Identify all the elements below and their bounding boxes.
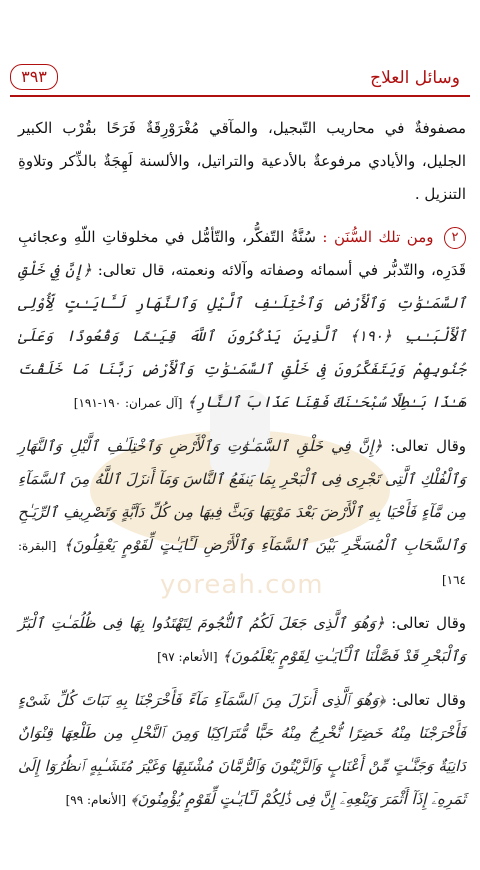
- paragraph-1-text: مصفوفةٌ في محاريب التّبجيل، والمآقي مُغْرَوْرِقَةٌ فَرَحًا بقُرْب الكبير الجليل، والأيادي مرفوعةٌ بالأدعية والتراتيل، والألسنة لَهِجَةٌ بالذِّكر وتلاوةِ التنزيل .: [18, 119, 466, 203]
- verse-reference-1: [آل عمران: ١٩٠-١٩١]: [73, 396, 183, 410]
- paragraph-2-text: سُنَّةُ التّفكُّر، والتّأمُّل في مخلوقاتِ اللّهِ وعجائبِ قَدَرِه، والتّدبُّر في أسمائه وصفاته وآلائه ونعمته، قال تعالى:: [18, 228, 467, 279]
- watermark-text: yoreah.com: [160, 570, 324, 600]
- section-number: ٢: [444, 227, 466, 249]
- page-body: [18, 112, 466, 827]
- quran-verse-3: ﴿وَهُوَ ٱلَّذِى جَعَلَ لَكُمُ ٱلنُّجُومَ لِتَهْتَدُوا بِهَا فِى ظُلُمَـٰتِ ٱلْبَرِّ وَٱلْبَحْرِ قَدْ فَصَّلْنَا ٱلْـَٔايَـٰتِ لِقَوْمٍ يَعْلَمُونَ﴾: [18, 614, 466, 665]
- running-title: وسائل العلاج: [370, 68, 460, 88]
- paragraph-2: [18, 221, 466, 420]
- paragraph-5-lead: وقال تعالى:: [385, 691, 466, 709]
- paragraph-4-lead: وقال تعالى:: [384, 614, 466, 632]
- verse-reference-3: [الأنعام: ٩٧]: [157, 650, 218, 664]
- paragraph-3-lead: وقال تعالى:: [382, 437, 466, 455]
- section-lead: ومن تلك السُّنَن :: [322, 228, 434, 246]
- page-header: [0, 0, 480, 110]
- quran-verse-1: ﴿إِنَّ فِي خَلْقِ ٱلسَّمَـٰوَٰتِ وَٱلْأَرْضِ وَٱخْتِلَـٰفِ ٱلَّيْلِ وَٱلنَّهَارِ لَـَٔايَـٰتٍ لِّأُوْلِى ٱلْأَلْبَـٰبِ ﴿١٩٠﴾ ٱلَّذِينَ يَذْكُرُونَ ٱللَّهَ قِيَـٰمًا وَقُعُودًا وَعَلَىٰ جُنُوبِهِمْ وَيَتَفَكَّرُونَ فِى خَلْقِ ٱلسَّمَـٰوَٰتِ وَٱلْأَرْضِ رَبَّنَا مَا خَلَقْتَ هَـٰذَا بَـٰطِلًا سُبْحَـٰنَكَ فَقِنَا عَذَابَ ٱلنَّارِ﴾: [18, 261, 466, 411]
- quran-verse-2: ﴿إِنَّ فِي خَلْقِ ٱلسَّمَـٰوَٰتِ وَٱلْأَرْضِ وَٱخْتِلَـٰفِ ٱلَّيْلِ وَٱلنَّهَارِ وَٱلْفُلْكِ ٱلَّتِى تَجْرِى فِى ٱلْبَحْرِ بِمَا يَنفَعُ ٱلنَّاسَ وَمَآ أَنزَلَ ٱللَّهُ مِنَ ٱلسَّمَآءِ مِن مَّآءٍ فَأَحْيَا بِهِ ٱلْأَرْضَ بَعْدَ مَوْتِهَا وَبَثَّ فِيهَا مِن كُلِّ دَآبَّةٍ وَتَصْرِيفِ ٱلرِّيَـٰحِ وَٱلسَّحَابِ ٱلْمُسَخَّرِ بَيْنَ ٱلسَّمَآءِ وَٱلْأَرْضِ لَـَٔايَـٰتٍ لِّقَوْمٍ يَعْقِلُونَ﴾: [18, 437, 466, 554]
- quran-verse-4: ﴿وَهُوَ ٱلَّذِى أَنزَلَ مِنَ ٱلسَّمَآءِ مَآءً فَأَخْرَجْنَا بِهِ نَبَاتَ كُلِّ شَىْءٍ فَأَخْرَجْنَا مِنْهُ خَضِرًا نُّخْرِجُ مِنْهُ حَبًّا مُّتَرَاكِبًا وَمِنَ ٱلنَّخْلِ مِن طَلْعِهَا قِنْوَانٌ دَانِيَةٌ وَجَنَّـٰتٍ مِّنْ أَعْنَابٍ وَٱلزَّيْتُونَ وَٱلرُّمَّانَ مُشْتَبِهًا وَغَيْرَ مُتَشَـٰبِهٍ ٱنظُرُوٓا إِلَىٰ ثَمَرِهِۦٓ إِذَآ أَثْمَرَ وَيَنْعِهِۦٓ إِنَّ فِى ذَٰلِكُمْ لَـَٔايَـٰتٍ لِّقَوْمٍ يُؤْمِنُونَ﴾: [18, 691, 466, 808]
- paragraph-5: [18, 684, 466, 817]
- paragraph-3: [18, 430, 466, 597]
- page-number: ٣٩٣: [10, 64, 58, 90]
- header-divider: [10, 95, 470, 97]
- verse-reference-4: [الأنعام: ٩٩]: [65, 793, 127, 807]
- paragraph-4: [18, 607, 466, 674]
- paragraph-1: [18, 112, 466, 211]
- verse-reference-2: [البقرة: ١٦٤]: [18, 539, 466, 587]
